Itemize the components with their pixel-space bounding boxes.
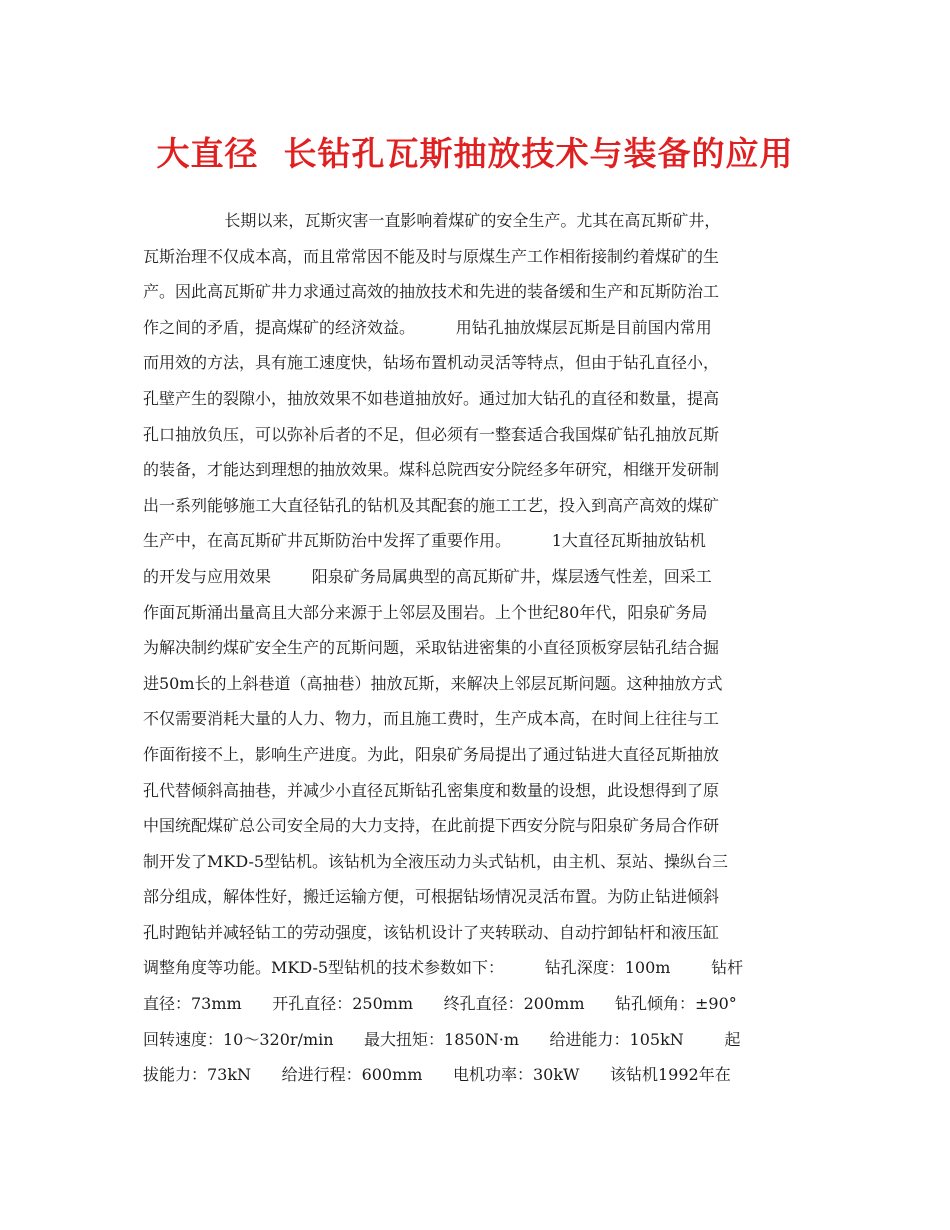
body-text-line: 瓦斯治理不仅成本高，而且常常因不能及时与原煤生产工作相衔接制约着煤矿的生	[143, 246, 720, 266]
body-text-line: 中国统配煤矿总公司安全局的大力支持，在此前提下西安分院与阳泉矿务局合作研	[143, 816, 720, 836]
body-text-line: 孔代替倾斜高抽巷，并减少小直径瓦斯钻孔密集度和数量的设想，此设想得到了原	[143, 780, 720, 800]
body-text-line: 出一系列能够施工大直径钻孔的钻机及其配套的施工工艺，投入到高产高效的煤矿	[143, 495, 720, 515]
body-text-line: 产。因此高瓦斯矿井力求通过高效的抽放技术和先进的装备缓和生产和瓦斯防治工	[143, 282, 720, 302]
body-text-line: 调整角度等功能。MKD-5型钻机的技术参数如下： 钻孔深度：100m 钻杆	[143, 958, 744, 978]
body-text-line: 进50m长的上斜巷道（高抽巷）抽放瓦斯，来解决上邻层瓦斯问题。这种抽放方式	[143, 673, 723, 693]
document-body	[143, 203, 823, 1093]
body-text-line: 孔时跑钻并减轻钻工的劳动强度，该钻机设计了夹转联动、自动拧卸钻杆和液压缸	[143, 922, 720, 942]
body-text-line: 回转速度：10～320r/min 最大扭矩：1850N·m 给进能力：105kN 起	[143, 1029, 741, 1049]
body-text-line: 制开发了MKD-5型钻机。该钻机为全液压动力头式钻机，由主机、泵站、操纵台三	[143, 851, 729, 871]
body-text-line: 的开发与应用效果 阳泉矿务局属典型的高瓦斯矿井，煤层透气性差，回采工	[143, 566, 712, 586]
body-text-line: 直径：73mm 开孔直径：250mm 终孔直径：200mm 钻孔倾角：±90°	[143, 994, 737, 1014]
body-text-line: 不仅需要消耗大量的人力、物力，而且施工费时，生产成本高，在时间上往往与工	[143, 709, 720, 729]
body-text-line: 部分组成，解体性好，搬迁运输方便，可根据钻场情况灵活布置。为防止钻进倾斜	[143, 887, 720, 907]
body-text-line: 孔壁产生的裂隙小，抽放效果不如巷道抽放好。通过加大钻孔的直径和数量，提高	[143, 388, 720, 408]
body-text-line: 拔能力：73kN 给进行程：600mm 电机功率：30kW 该钻机1992年在	[143, 1065, 731, 1085]
document-title: 大直径 长钻孔瓦斯抽放技术与装备的应用	[156, 134, 794, 173]
body-text-line: 而用效的方法，具有施工速度快，钻场布置机动灵活等特点，但由于钻孔直径小，	[143, 353, 720, 373]
body-text-line: 作面衔接不上，影响生产进度。为此，阳泉矿务局提出了通过钻进大直径瓦斯抽放	[143, 744, 720, 764]
body-text-line: 生产中，在高瓦斯矿井瓦斯防治中发挥了重要作用。 1大直径瓦斯抽放钻机	[143, 531, 706, 551]
body-text-line: 孔口抽放负压，可以弥补后者的不足，但必须有一整套适合我国煤矿钻孔抽放瓦斯	[143, 424, 720, 444]
body-text-line: 为解决制约煤矿安全生产的瓦斯问题，采取钻进密集的小直径顶板穿层钻孔结合掘	[143, 638, 720, 658]
body-text-line: 作面瓦斯涌出量高且大部分来源于上邻层及围岩。上个世纪80年代，阳泉矿务局	[143, 602, 708, 622]
body-text-line: 作之间的矛盾，提高煤矿的经济效益。 用钻孔抽放煤层瓦斯是目前国内常用	[143, 317, 712, 337]
body-text-line: 的装备，才能达到理想的抽放效果。煤科总院西安分院经多年研究，相继开发研制	[143, 460, 720, 480]
body-text-line: 长期以来，瓦斯灾害一直影响着煤矿的安全生产。尤其在高瓦斯矿井，	[143, 211, 721, 230]
